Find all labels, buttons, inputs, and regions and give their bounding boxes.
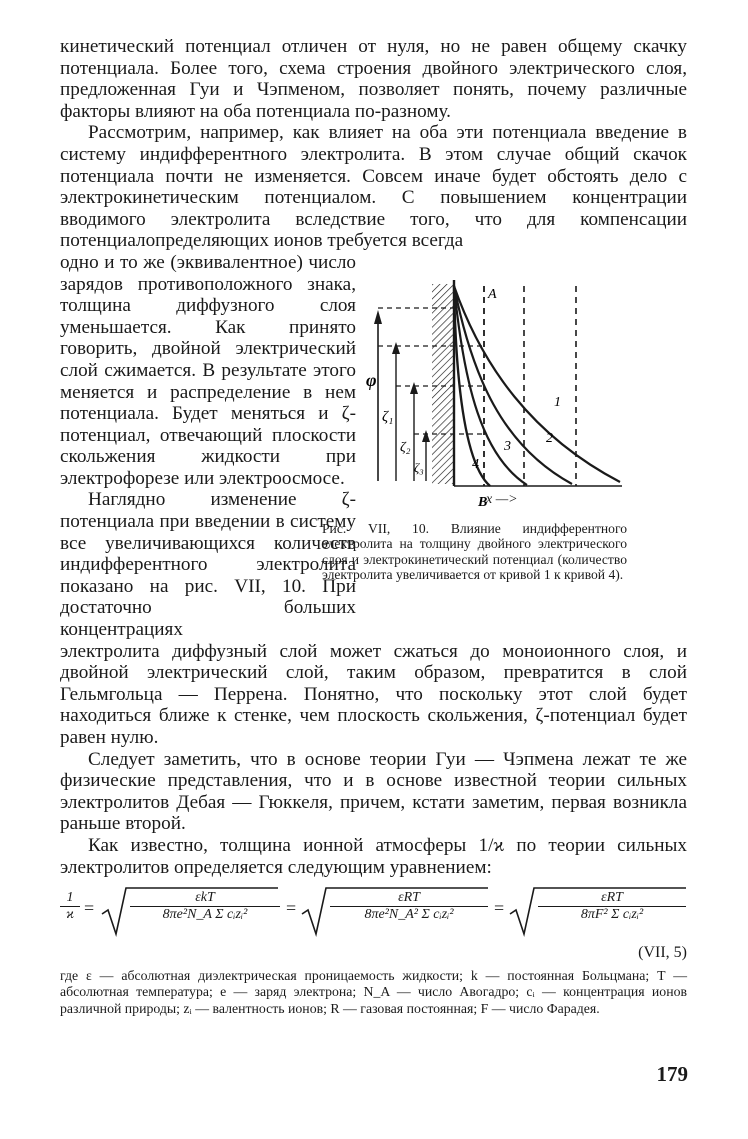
paragraph-4: Следует заметить, что в основе теории Гуи — Чэпмена лежат те же физические представления, что и в основе известной теории сильных электролитов Дебая — Гюккеля, причем, кстати заметим, первая возникла раньше второй.	[60, 748, 687, 835]
caption-text: Влияние индифферентного электролита на толщину двойного электрического слоя и электрокинетический потенциал (количество электролита увеличивается от кривой 1 к кривой 4).	[322, 521, 627, 583]
paragraph-5: Как известно, толщина ионной атмосферы 1/ϰ по теории сильных электролитов определяется следующим уравнением:	[60, 834, 687, 878]
paragraph-2-wrap: одно и то же (эквивалентное) число зарядов противоположного знака, толщина диффузного слоя уменьшается. Как принято говорить, двойной электрический слой сжимается. В результате этого меняется и распределение в нем потенциала. Будет меняться и ζ-потенциал, отвечающий плоскости скольжения жидкости при электрофорезе или электроосмосе.	[60, 251, 356, 489]
label-b: B	[478, 495, 488, 510]
label-curve-3: 3	[504, 439, 511, 454]
label-curve-4: 4	[472, 457, 479, 472]
footnote: где ε — абсолютная диэлектрическая проницаемость жидкости; k — постоянная Больцмана; T — абсолютная температура; e — заряд электрона; N_A — число Авогадро; cᵢ — концентрация ионов различной природы; zᵢ — валентность ионов; R — газовая постоянная; F — число Фарадея.	[60, 968, 687, 1016]
label-zeta3: ζ₃	[414, 460, 424, 475]
figure-caption	[322, 521, 627, 583]
phi-arrow	[374, 310, 382, 324]
label-zeta1: ζ₁	[382, 409, 394, 425]
term-3-fraction: εRT 8πF² Σ cᵢzᵢ²	[538, 890, 686, 923]
caption-label: Рис. VII, 10.	[322, 521, 430, 536]
figure	[322, 246, 627, 583]
equation: $\frac{1}{ϰ}$ = εkT 8πe²N_A Σ cᵢzᵢ² = εRT 8πe²N_A² Σ cᵢzᵢ² = εRT 8πF² Σ cᵢzᵢ²	[60, 884, 687, 942]
lhs-fraction: $\frac{1}{ϰ}$	[60, 890, 80, 923]
label-curve-2: 2	[546, 431, 553, 446]
wall-hatch	[432, 284, 454, 484]
term-1-fraction: εkT 8πe²N_A Σ cᵢzᵢ²	[130, 890, 280, 923]
label-curve-1: 1	[554, 395, 561, 410]
label-phi: φ	[366, 370, 377, 390]
paragraph-2: Рассмотрим, например, как влияет на оба эти потенциала введение в систему индифферентного электролита. В этом случае общий скачок потенциала почти не изменяется. Совсем иначе будет обстоять дело с электрокинетическим потенциалом. С повышением концентрации вводимого электролита вследствие того, что для компенсации потенциалопределяющих ионов требуется всегда	[60, 122, 687, 252]
paragraph-3-wrap: Наглядно изменение ζ-потенциала при введении в систему все увеличивающихся количеств индифферентного электролита показано на рис. VII, 10. При достаточно больших концентрациях	[60, 489, 356, 641]
paragraph-3-cont: электролита диффузный слой может сжаться до моноионного слоя, и двойной электрический слой, таким образом, превратится в слой Гельмгольца — Перрена. Понятно, что поскольку этот слой будет находиться ближе к стенке, чем плоскость скольжения, ζ-потенциал будет равен нулю.	[60, 640, 687, 748]
curve-1	[454, 286, 620, 482]
label-zeta2: ζ₂	[400, 440, 411, 455]
page-number: 179	[656, 1062, 688, 1086]
term-2-fraction: εRT 8πe²N_A² Σ cᵢzᵢ²	[330, 890, 488, 923]
label-a: A	[488, 287, 497, 302]
x-axis-label: x —>	[486, 492, 518, 507]
equation-number: (VII, 5)	[638, 944, 687, 962]
figure-diagram	[322, 246, 627, 511]
paragraph-1: кинетический потенциал отличен от нуля, но не равен общему скачку потенциала. Более того, схема строения двойного электрического слоя, предложенная Гуи и Чэпменом, позволяет понять, почему различные факторы влияют на оба потенциала по-разному.	[60, 36, 687, 122]
